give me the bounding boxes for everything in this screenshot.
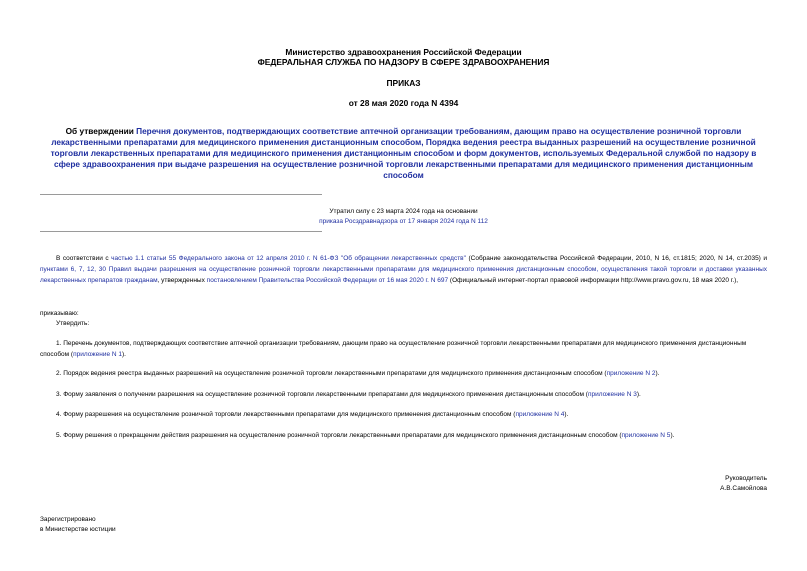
signature-position: Руководитель (725, 475, 767, 482)
document-date-number: от 28 мая 2020 года N 4394 (348, 98, 459, 108)
status-repeal-link[interactable]: приказа Росздравнадзора от 17 января 2024 года N 112 (319, 218, 488, 225)
divider-top (40, 194, 322, 195)
preamble (40, 253, 767, 286)
signature-name: А.В.Самойлова (720, 485, 767, 492)
ministry-name: Министерство здравоохранения Российской Федерации (285, 47, 522, 57)
appendix-link[interactable]: приложение N 4 (515, 411, 565, 418)
item-text: 1. Перечень документов, подтверждающих соответствие аптечной организации требованиям, дающим право на осуществление розничной торговли лекарственными препаратами для медицинского применения дистанционным способом ( (40, 340, 747, 358)
preamble-text-2: (Собрание законодательства Российской Федерации, 2010, N 16, ст.1815; 2020, N 14, ст.2035) и (465, 255, 768, 262)
appendix-link[interactable]: приложение N 2 (606, 370, 656, 377)
title-prefix: Об утверждении (65, 126, 137, 136)
appendix-link[interactable]: приложение N 3 (587, 391, 637, 398)
resolution-link[interactable]: постановлением Правительства Российской Федерации от 16 мая 2020 г. N 697 (206, 277, 449, 284)
item-end: ). (636, 391, 641, 398)
preamble-text-1: В соответствии с (56, 255, 112, 262)
preamble-text-4: (Официальный интернет-портал правовой информации http://www.pravo.gov.ru, 18 мая 2020 г.), (448, 277, 739, 284)
order-word: приказываю: (40, 310, 79, 317)
document-title (40, 126, 767, 181)
title-link[interactable]: Перечня документов, подтверждающих соответствие аптечной организации требованиям, дающим право на осуществление розничной торговли лекарственными препаратами для медицинского применения дистанционным способом, Порядка ведения реестра выданных разрешений на осуществление розничной торговли лекарственных препаратами для медицинского применения дистанционным способом и форм документов, используемых Федеральной службой по надзору в сфере здравоохранения при выдаче разрешения на осуществление розничной торговли лекарственными препаратами для медицинского применения дистанционным способом (50, 126, 757, 180)
item-end: ). (655, 370, 660, 377)
item-text: 4. Форму разрешения на осуществление розничной торговли лекарственными препаратами для медицинского применения дистанционным способом ( (56, 411, 516, 418)
status-line: Утратил силу с 23 марта 2024 года на основании (329, 208, 478, 215)
list-item (40, 338, 767, 360)
law-link[interactable]: частью 1.1 статьи 55 Федерального закона от 12 апреля 2010 г. N 61-ФЗ "Об обращении лекарственных средств" (111, 255, 466, 262)
item-end: ). (564, 411, 569, 418)
registration-line-1: Зарегистрировано (40, 516, 96, 523)
appendix-link[interactable]: приложение N 5 (621, 432, 671, 439)
item-text: 2. Порядок ведения реестра выданных разрешений на осуществление розничной торговли лекарственными препаратами для медицинского применения дистанционным способом ( (56, 370, 607, 377)
document-type: ПРИКАЗ (386, 78, 421, 88)
item-text: 5. Форму решения о прекращении действия разрешения на осуществление розничной торговли лекарственными препаратами для медицинского применения дистанционным способом ( (56, 432, 622, 439)
approve-word: Утвердить: (56, 320, 90, 327)
item-end: ). (670, 432, 675, 439)
registration-line-2: в Министерстве юстиции (40, 526, 116, 533)
list-item (40, 409, 767, 420)
divider-bottom (40, 231, 322, 232)
appendix-link[interactable]: приложение N 1 (73, 351, 123, 358)
list-item (40, 368, 767, 379)
list-item (40, 389, 767, 400)
item-end: ). (122, 351, 126, 358)
item-text: 3. Форму заявления о получении разрешения на осуществление розничной торговли лекарственными препаратами для медицинского применения дистанционным способом ( (56, 391, 588, 398)
rules-link[interactable]: пунктами 6, 7, 12, 30 Правил выдачи разрешения на осуществление розничной торговли лекарственными препаратами для медицинского применения дистанционным способом, осуществления такой торговли и доставки указанных лекарственных препаратов гражданам (40, 266, 767, 284)
preamble-text-3: , утвержденных (157, 277, 207, 284)
service-name: ФЕДЕРАЛЬНАЯ СЛУЖБА ПО НАДЗОРУ В СФЕРЕ ЗДРАВООХРАНЕНИЯ (257, 57, 550, 67)
list-item (40, 430, 767, 441)
